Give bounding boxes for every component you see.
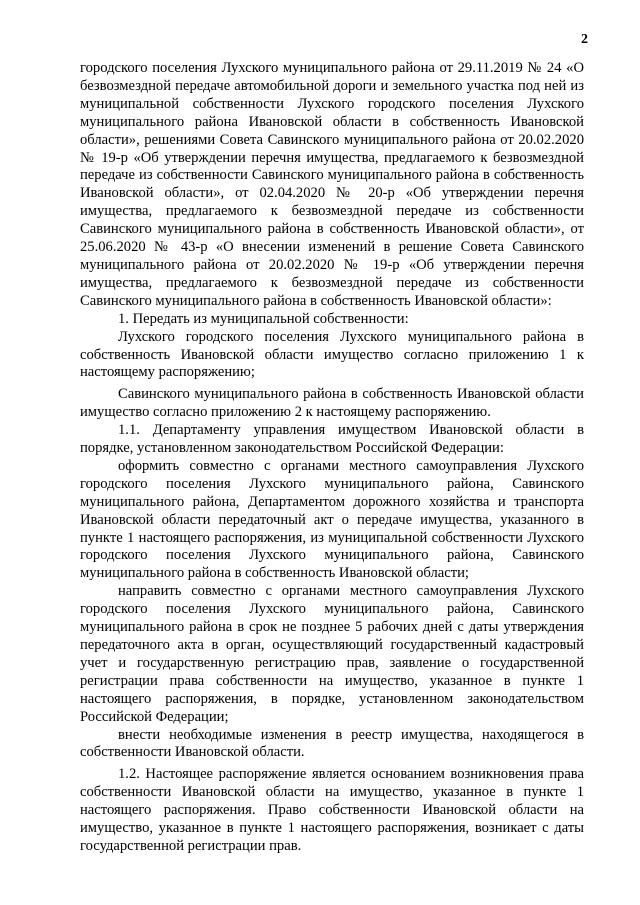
document-body — [80, 60, 584, 856]
paragraph-item-1-luh: Лухского городского поселения Лухского муниципального района в собственность Ивановской области имущество согласно приложению 1 к настоящему распоряжению; — [80, 328, 584, 381]
paragraph-item-1-1: 1.1. Департаменту управления имуществом Ивановской области в порядке, установленном законодательством Российской Федерации: — [80, 422, 584, 457]
paragraph-item-1-1-send: направить совместно с органами местного самоуправления Лухского городского поселения Лухского муниципального района, Савинского муниципального района в срок не позднее 5 рабочих дней с даты утверждения передаточного акта в орган, осуществляющий государственный кадастровый учет и государственную регистрацию прав, заявление о государственной регистрации права собственности на имущество, указанное в пункте 1 настоящего распоряжения, в порядке, установленном законодательством Российской Федерации; — [80, 583, 584, 725]
paragraph-preamble-continuation: городского поселения Лухского муниципального района от 29.11.2019 № 24 «О безвозмездной передаче автомобильной дороги и земельного участка под ней из муниципальной собственности Лухского городского поселения Лухского муниципального района Ивановской области в собственность Ивановской области», решениями Совета Савинского муниципального района от 20.02.2020 № 19-р «Об утверждении перечня имущества, предлагаемого к безвозмездной передаче из собственности Савинского муниципального района в собственность Ивановской области», от 02.04.2020 № 20-р «Об утверждении перечня имущества, предлагаемого к безвозмездной передаче из собственности Савинского муниципального района в собственность Ивановской области», от 25.06.2020 № 43-р «О внесении изменений в решение Совета Савинского муниципального района от 20.02.2020 № 19-р «Об утверждении перечня имущества, предлагаемого к безвозмездной передаче из собственности Савинского муниципального района в собственность Ивановской области»: — [80, 60, 584, 309]
paragraph-item-1-1-registry: внести необходимые изменения в реестр имущества, находящегося в собственности Ивановской области. — [80, 726, 584, 761]
paragraph-item-1-1-formalize: оформить совместно с органами местного самоуправления Лухского городского поселения Лухского муниципального района, Савинского муниципального района, Департаментом дорожного хозяйства и транспорта Ивановской области передаточный акт о передаче имущества, указанного в пункте 1 настоящего распоряжения, из муниципальной собственности Лухского городского поселения Лухского муниципального района, Савинского муниципального района в собственность Ивановской области; — [80, 457, 584, 582]
paragraph-item-1-2: 1.2. Настоящее распоряжение является основанием возникновения права собственности Ивановской области на имущество, указанное в пункте 1 настоящего распоряжения. Право собственности Ивановской области на имущество, указанное в пункте 1 настоящего распоряжения, возникает с даты государственной регистрации прав. — [80, 766, 584, 854]
page-number: 2 — [581, 32, 588, 47]
paragraph-item-1-savino: Савинского муниципального района в собственность Ивановской области имущество согласно приложению 2 к настоящему распоряжению. — [80, 386, 584, 421]
paragraph-item-1: 1. Передать из муниципальной собственности: — [118, 310, 409, 327]
